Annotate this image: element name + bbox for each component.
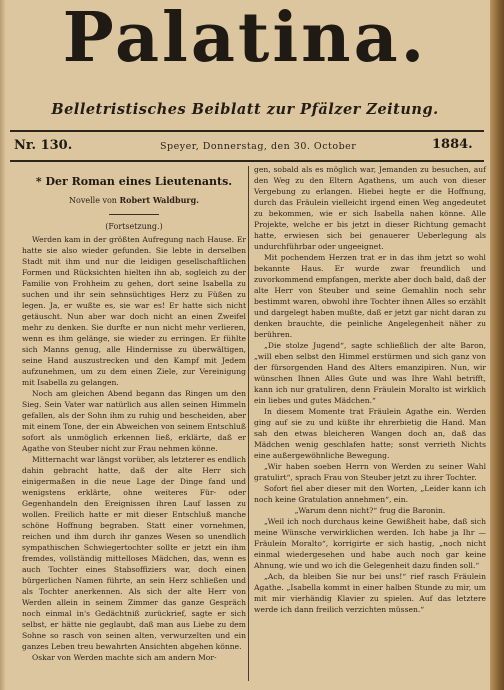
column-right — [254, 164, 486, 615]
paragraph: Werden kam in der größten Aufregung nach Hause. Er hatte sie also wieder gefunden. Sie lebte in derselben Stadt mit ihm und nur die leidigen gesellschaftlichen Formen und Rücksichten hielten ihn ab, sogleich zu der Familie von Frohheim zu gehen, dort seine Isabella zu suchen und ihr sein sehnsüchtiges Herz zu Füßen zu legen. Ja, er wußte es, sie war es! Er hatte sich nicht getäuscht. Nun aber war doch nicht an einen Zweifel mehr zu denken. Sie durfte er nun nicht mehr verlieren, wenn es ihm gelänge, sie wieder zu erringen. Er fühlte sich Manns genug, alle Hindernisse zu überwältigen, seine Hand auszustrecken und den Kampf mit Jedem aufzunehmen, um zu dem einen Ziele, zur Vereinigung mit Isabella zu gelangen. — [22, 235, 246, 387]
book-binding — [490, 0, 504, 690]
masthead-subtitle: Belletristisches Beiblatt zur Pfälzer Zeitung. — [51, 101, 439, 118]
paragraph: Mitternacht war längst vorüber, als letzterer es endlich dahin gebracht hatte, daß der alte Herr sich einigermaßen in die neue Lage der Dinge fand und wenigstens erklärte, ohne weiteres Für- oder Gegenhandeln den Ereignissen ihren Lauf lassen zu wollen. Freilich hatte er mit dieser Entschluß manche schöne Hoffnung begraben. Statt einer vornehmen, reichen und ihm durch ihr ganzes Wesen so unendlich sympathischen Schwiegertochter sollte er jetzt ein ihm fremdes, vollständig mittelloses Mädchen, das, wenn es auch Tochter eines Stabsoffiziers war, doch einen bürgerlichen Namen führte, an sein Herz schließen und als Tochter anerkennen. Als sich der alte Herr von Werden allein in seinem Zimmer das ganze Gespräch noch einmal in's Gedächtniß zurückrief, sagte er sich selbst, er hätte nie geglaubt, daß man aus Liebe zu dem Sohne so rasch von seinen alten, verwurzelten und ein ganzes Leben treu bewahrten Ansichten abgehen könne. — [22, 455, 246, 651]
header-rule-bottom — [10, 160, 484, 162]
paragraph: In diesem Momente trat Fräulein Agathe ein. Werden ging auf sie zu und küßte ihr ehrerbietig die Hand. Man sah den etwas bleicheren Wangen doch an, daß das Mädchen wenig geschlafen hatte; sonst verrieth Nichts eine außergewöhnliche Bewegung. — [254, 407, 486, 460]
continuation-note: (Fortsetzung.) — [105, 222, 163, 231]
header-rule-top — [10, 130, 484, 132]
issue-number: Nr. 130. — [14, 138, 73, 153]
column-left — [22, 170, 246, 663]
issue-year: 1884. — [432, 137, 473, 152]
paragraph: „Weil ich noch durchaus keine Gewißheit habe, daß sich meine Wünsche verwirklichen werden. Ich habe ja Ihr — Fräulein Moralto“, korrigirte er sich hastig, „noch nicht einmal wiedergesehen und habe auch noch gar keine Ahnung, wie und wo ich die Gelegenheit dazu finden soll.“ — [254, 517, 486, 570]
dateline: Speyer, Donnerstag, den 30. October — [160, 141, 357, 152]
paragraph: Sofort fiel aber dieser mit den Worten, „Leider kann ich noch keine Gratulation annehmen“, ein. — [254, 484, 486, 504]
masthead-title: Palatina. — [62, 0, 428, 78]
paragraph: Oskar von Werden machte sich am andern Mor- — [32, 653, 217, 662]
paragraph: „Die stolze Jugend“, sagte schließlich der alte Baron, „will eben selbst den Himmel erstürmen und sich ganz von der fürsorgenden Hand des Alters emanzipiren. Nun, wir wünschen Ihnen Alles Gute und was Ihre Wahl betrifft, kann ich nur gratuliren, denn Fräulein Moralto ist wirklich ein liebes und gutes Mädchen.“ — [254, 341, 486, 405]
article-byline — [22, 195, 246, 206]
paragraph: gen, sobald als es möglich war, Jemanden zu besuchen, auf den Weg zu den Eltern Agathens, um auch von dieser Vergebung zu erlangen. Hiebei hegte er die Hoffnung, durch das Fräulein vielleicht irgend einen Weg angedeutet zu bekommen, wie er sich Isabella nahen könne. Alle Projekte, welche er bis jetzt in dieser Richtung gemacht hatte, erwiesen sich bei genauerer Ueberlegung als undurchführbar oder ungeeignet. — [254, 165, 486, 251]
byline-prefix: Novelle von — [69, 196, 117, 205]
paragraph: „Wir haben soeben Herrn von Werden zu seiner Wahl gratulirt“, sprach Frau von Steuber jetzt zu ihrer Tochter. — [254, 462, 486, 482]
title-separator — [109, 214, 159, 215]
article-title: * Der Roman eines Lieutenants. — [35, 175, 233, 188]
paragraph: Mit pochendem Herzen trat er in das ihm jetzt so wohl bekannte Haus. Er wurde zwar freundlich und zuvorkommend empfangen, merkte aber doch bald, daß der alte Herr von Steuber und seine Gemahlin noch sehr bestimmt waren, obwohl ihre Tochter ihnen Alles so erzählt und dargelegt haben mußte, daß er jetzt gar nicht daran zu denken brauchte, die peinliche Angelegenheit näher zu berühren. — [254, 253, 486, 339]
byline-author: Robert Waldburg. — [119, 195, 199, 205]
paragraph: „Warum denn nicht?“ frug die Baronin. — [294, 506, 446, 515]
paragraph: Noch am gleichen Abend begann das Ringen um den Sieg. Sein Vater war natürlich aus allen seinen Himmeln gefallen, als der Sohn ihm zu ruhig und bescheiden, aber mit einem Tone, der ein Abweichen von seinem Entschluß sofort als unmöglich erkennen ließ, erklärte, daß er Agathe von Steuber nicht zur Frau nehmen könne. — [22, 389, 246, 453]
column-divider — [248, 166, 249, 681]
paragraph: „Ach, da bleiben Sie nur bei uns!“ rief rasch Fräulein Agathe. „Isabella kommt in einer halben Stunde zu mir, um mit mir vierhändig Klavier zu spielen. Auf das letztere werde ich dann freilich verzichten müssen.“ — [254, 572, 486, 614]
